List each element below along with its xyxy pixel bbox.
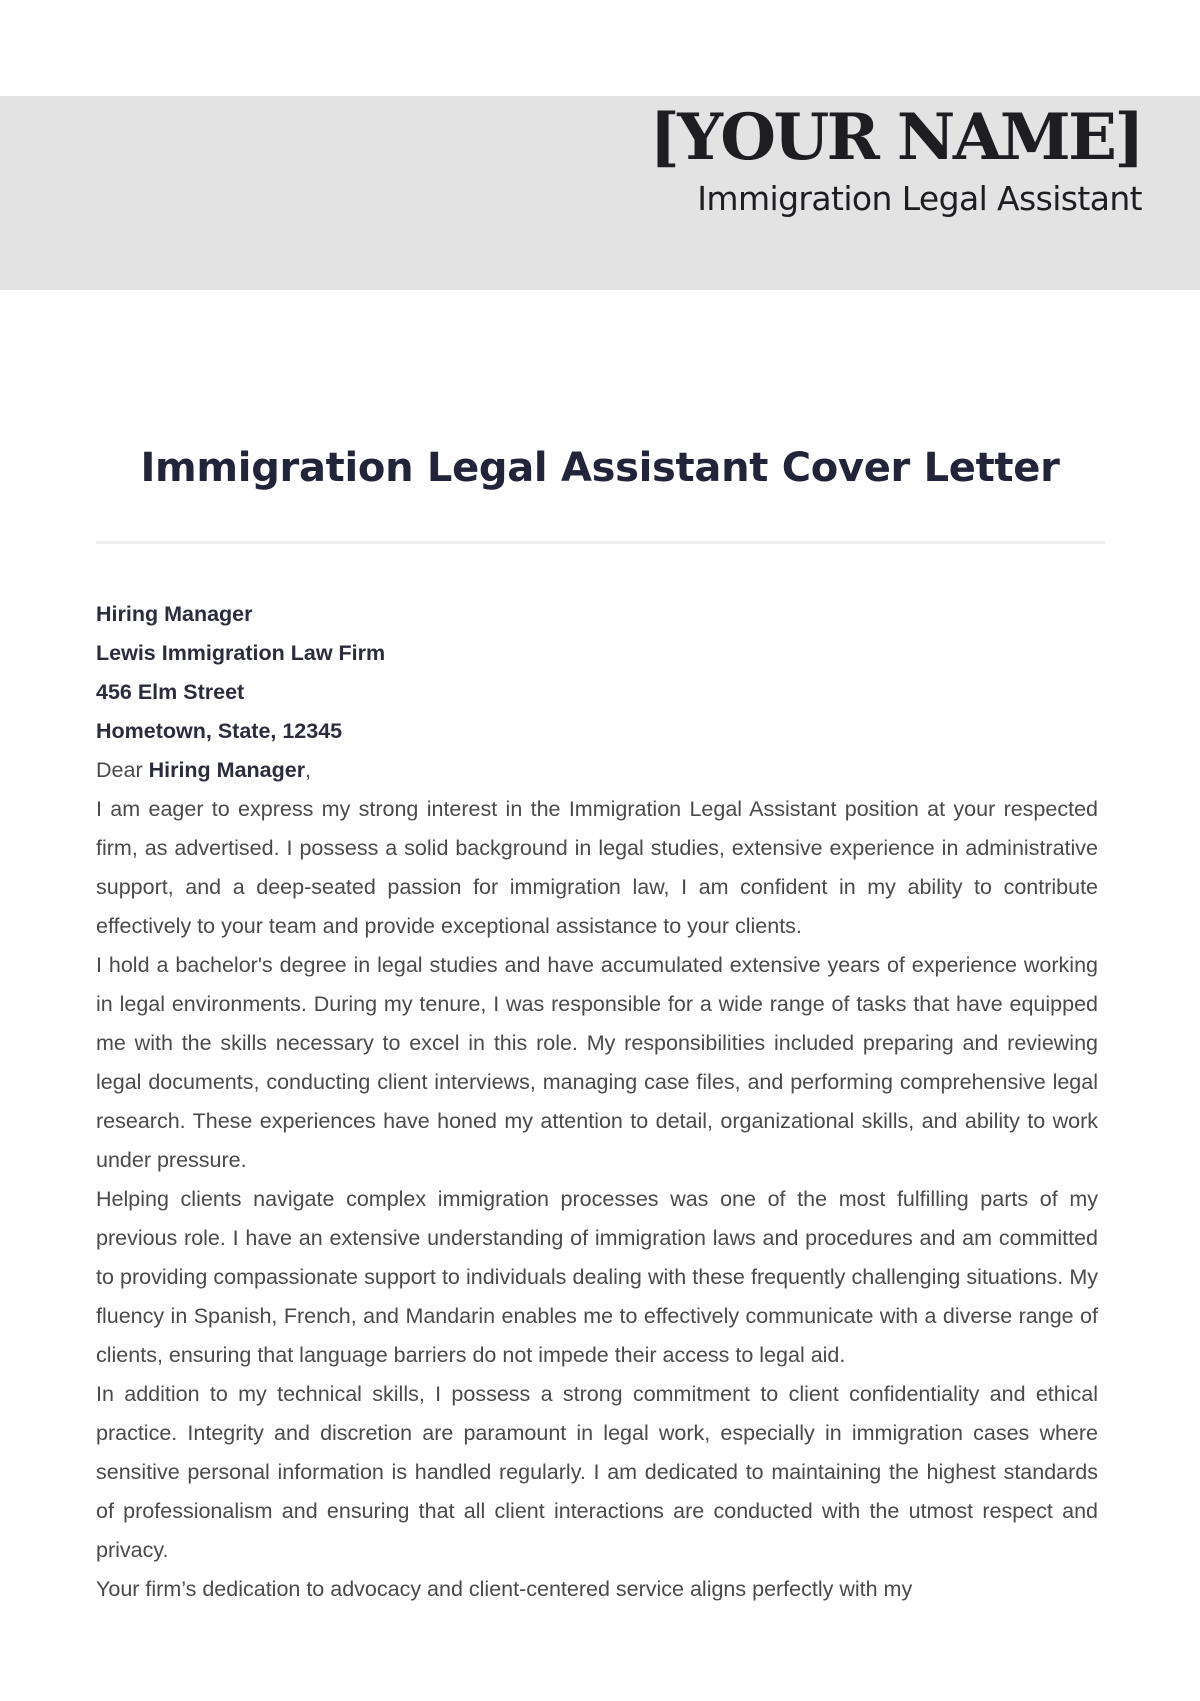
applicant-role: Immigration Legal Assistant (697, 179, 1142, 218)
recipient-street: 456 Elm Street (96, 680, 245, 704)
paragraph-4: In addition to my technical skills, I possess a strong commitment to client confidentiality and ethical practice. Integrity and discretion are paramount in legal work, especially in immigration cases where sensitive personal information is handled regularly. I am dedicated to maintaining the highest standards of professionalism and ensuring that all client interactions are conducted with the utmost respect and privacy. (96, 1382, 1098, 1562)
greeting-name: Hiring Manager (148, 758, 306, 782)
applicant-name: [YOUR NAME] (649, 100, 1142, 175)
greeting (96, 751, 1098, 790)
paragraph-5: Your firm’s dedication to advocacy and client-centered service aligns perfectly with my (96, 1577, 913, 1601)
paragraph-3: Helping clients navigate complex immigration processes was one of the most fulfilling parts of my previous role. I have an extensive understanding of immigration laws and procedures and am committed to providing compassionate support to individuals dealing with these frequently challenging situations. My fluency in Spanish, French, and Mandarin enables me to effectively communicate with a diverse range of clients, ensuring that language barriers do not impede their access to legal aid. (96, 1187, 1098, 1367)
paragraph-2: I hold a bachelor's degree in legal studies and have accumulated extensive years of experience working in legal environments. During my tenure, I was responsible for a wide range of tasks that have equipped me with the skills necessary to excel in this role. My responsibilities included preparing and reviewing legal documents, conducting client interviews, managing case files, and performing comprehensive legal research. These experiences have honed my attention to detail, organizational skills, and ability to work under pressure. (96, 953, 1098, 1172)
recipient-title: Hiring Manager (96, 602, 253, 626)
greeting-prefix: Dear (96, 758, 149, 782)
greeting-suffix: , (305, 758, 312, 782)
paragraph-1: I am eager to express my strong interest in the Immigration Legal Assistant position at your respected firm, as advertised. I possess a solid background in legal studies, extensive experience in administrative support, and a deep-seated passion for immigration law, I am confident in my ability to contribute effectively to your team and provide exceptional assistance to your clients. (96, 797, 1098, 938)
document-title: Immigration Legal Assistant Cover Letter (140, 445, 1060, 491)
divider (96, 541, 1105, 544)
recipient-company: Lewis Immigration Law Firm (96, 641, 386, 665)
recipient-city: Hometown, State, 12345 (96, 719, 343, 743)
letter-body (96, 595, 1098, 1609)
